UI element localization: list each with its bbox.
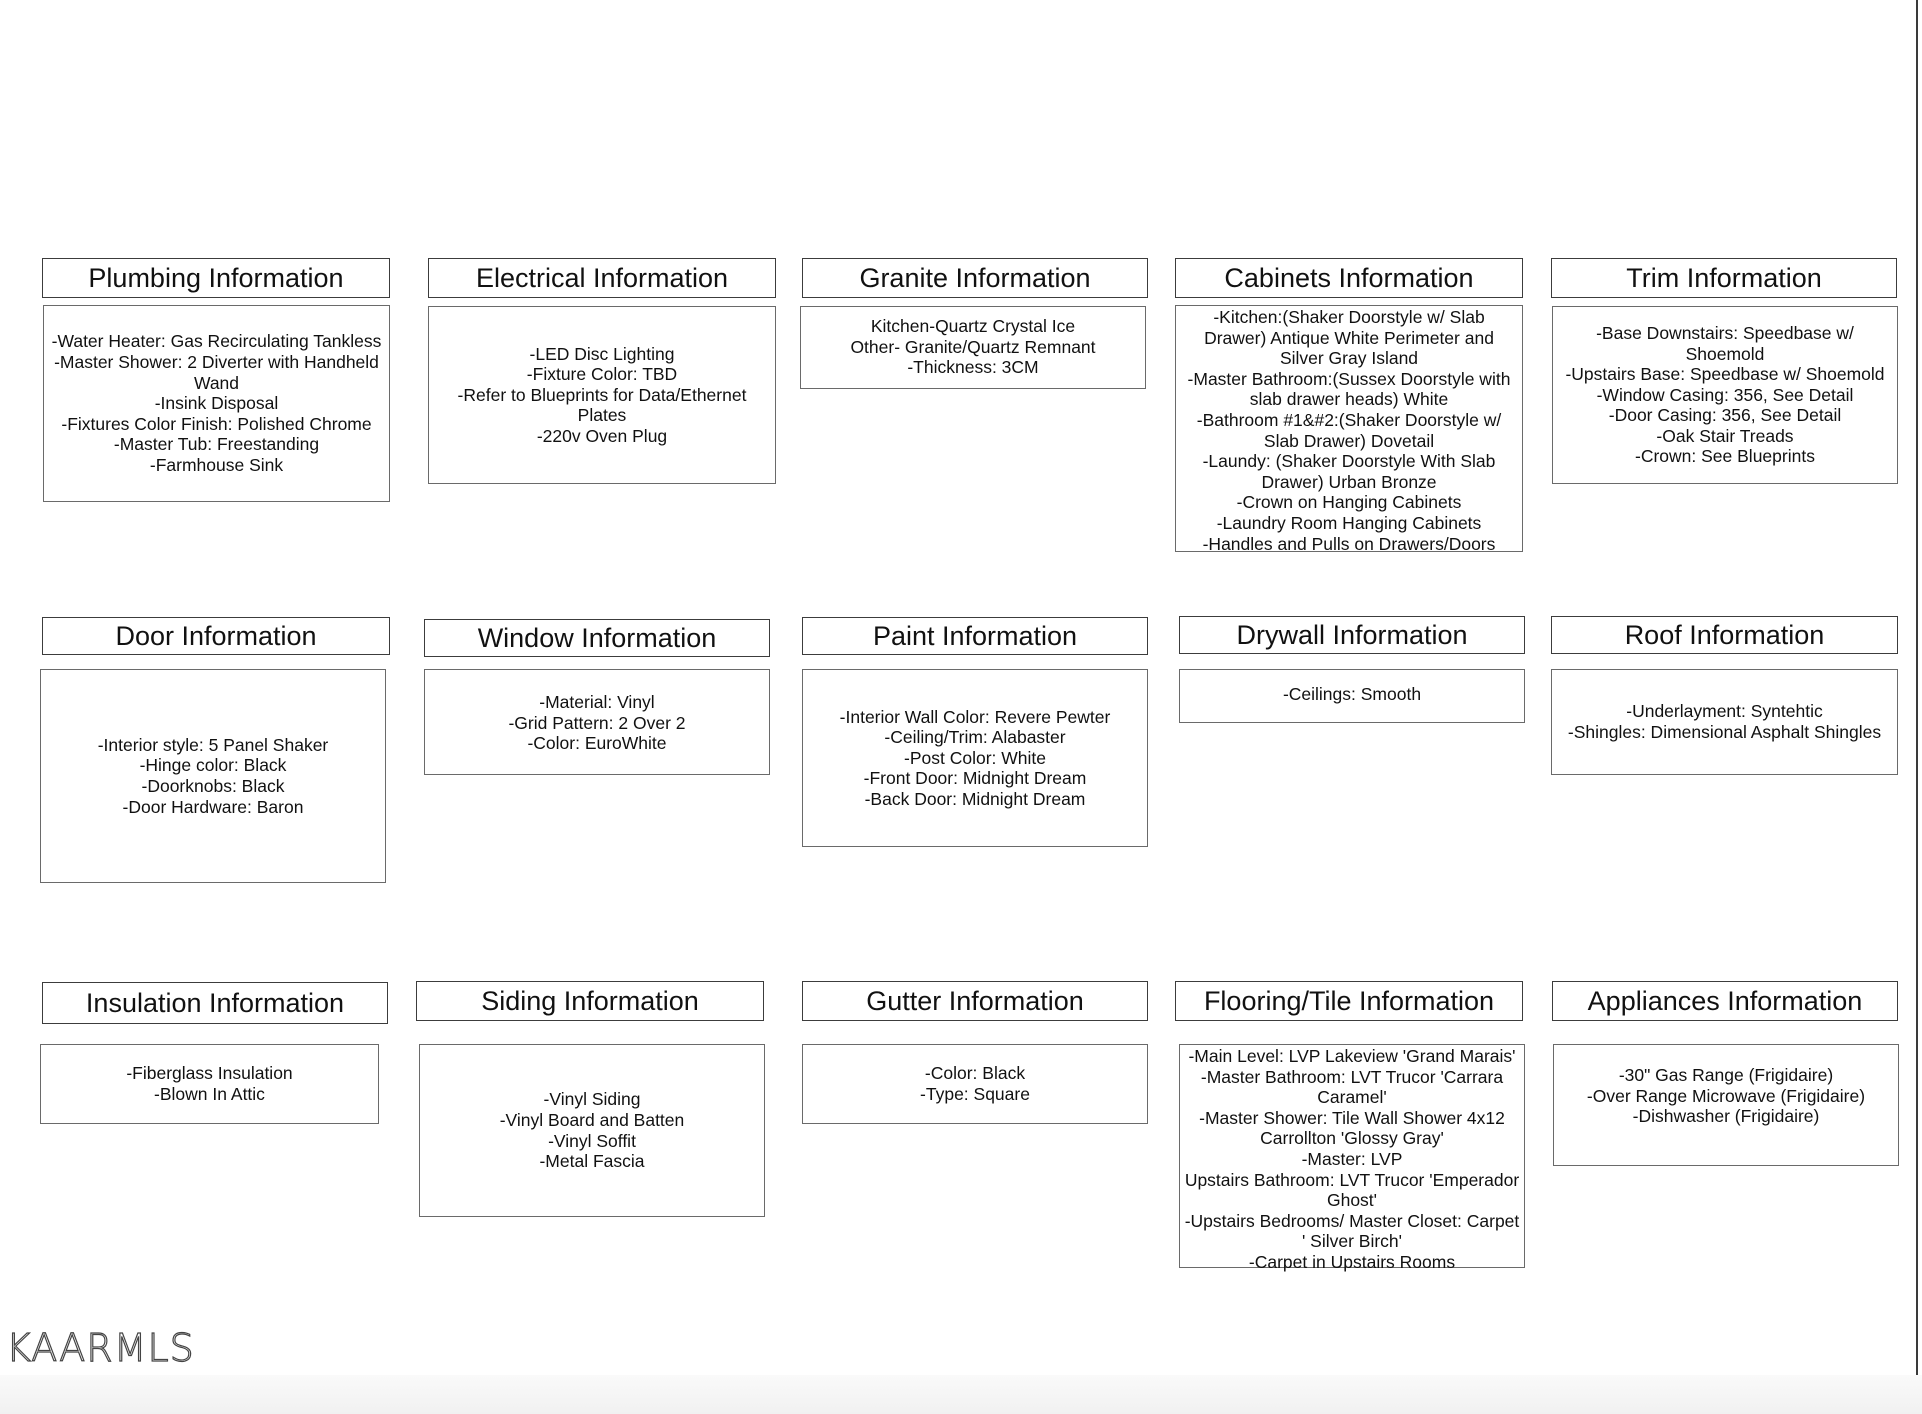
roof-detail-line: -Shingles: Dimensional Asphalt Shingles	[1567, 722, 1882, 742]
door-detail-line: -Door Hardware: Baron	[122, 796, 304, 817]
gutter-details	[802, 1044, 1148, 1124]
cabinets-title: Cabinets Information	[1175, 258, 1523, 298]
trim-detail-line: -Door Casing: 356, See Detail	[1608, 405, 1842, 426]
granite-detail-line: Other- Granite/Quartz Remnant	[850, 336, 1096, 357]
roof-title: Roof Information	[1551, 616, 1898, 654]
siding-detail-line: -Vinyl Board and Batten	[499, 1109, 685, 1130]
trim-detail-line: -Upstairs Base: Speedbase w/ Shoemold	[1565, 364, 1885, 385]
flooring-title: Flooring/Tile Information	[1175, 981, 1523, 1021]
door-detail-line: -Doorknobs: Black	[141, 776, 285, 796]
electrical-detail-line: -Refer to Blueprints for Data/Ethernet	[457, 384, 747, 405]
appliances-detail-line: -Over Range Microwave (Frigidaire)	[1586, 1085, 1866, 1106]
siding-details	[419, 1044, 765, 1217]
trim-title: Trim Information	[1551, 258, 1897, 298]
trim-detail-line: Shoemold	[1685, 343, 1765, 364]
roof-detail-line: -Underlayment: Syntehtic	[1626, 701, 1823, 722]
cabinets-detail-line: -Laundy: (Shaker Doorstyle With Slab	[1202, 451, 1496, 472]
electrical-detail-line: -Fixture Color: TBD	[526, 364, 678, 385]
plumbing-detail-line: -Farmhouse Sink	[149, 454, 284, 475]
cabinets-detail-line: -Handles and Pulls on Drawers/Doors	[1202, 533, 1496, 554]
door-title: Door Information	[42, 617, 390, 655]
electrical-detail-line: -220v Oven Plug	[536, 425, 668, 446]
paint-details	[802, 669, 1148, 847]
insulation-title: Insulation Information	[42, 982, 388, 1024]
trim-detail-line: -Base Downstairs: Speedbase w/	[1596, 322, 1854, 343]
kaarmls-logo: KAARMLS	[6, 1326, 195, 1370]
gutter-detail-line: -Type: Square	[920, 1083, 1030, 1104]
electrical-title: Electrical Information	[428, 258, 776, 298]
plumbing-details	[43, 305, 390, 502]
electrical-detail-line: -LED Disc Lighting	[529, 343, 675, 364]
granite-details	[800, 306, 1146, 389]
siding-detail-line: -Metal Fascia	[539, 1151, 645, 1172]
window-detail-line: -Color: EuroWhite	[527, 733, 667, 754]
granite-title: Granite Information	[802, 258, 1148, 298]
appliances-detail-line: -Dishwasher (Frigidaire)	[1632, 1106, 1820, 1127]
flooring-detail-line: ' Silver Birch'	[1301, 1231, 1403, 1252]
plumbing-title: Plumbing Information	[42, 258, 390, 298]
flooring-detail-line: Ghost'	[1326, 1190, 1378, 1211]
drywall-details	[1179, 669, 1525, 723]
granite-detail-line: Kitchen-Quartz Crystal Ice	[870, 316, 1076, 336]
door-detail-line: -Interior style: 5 Panel Shaker	[97, 734, 329, 755]
trim-details	[1552, 306, 1898, 484]
granite-detail-line: -Thickness: 3CM	[907, 357, 1039, 378]
cabinets-detail-line: Slab Drawer) Dovetail	[1263, 430, 1435, 451]
plumbing-detail-line: -Master Shower: 2 Diverter with Handheld	[54, 352, 379, 373]
flooring-detail-line: -Master: LVP	[1301, 1148, 1403, 1169]
paint-title: Paint Information	[802, 617, 1148, 655]
appliances-title: Appliances Information	[1552, 981, 1898, 1021]
insulation-detail-line: -Blown In Attic	[154, 1083, 265, 1104]
plumbing-detail-line: -Fixtures Color Finish: Polished Chrome	[61, 413, 372, 434]
window-detail-line: -Grid Pattern: 2 Over 2	[508, 712, 686, 733]
gutter-detail-line: -Color: Black	[924, 1063, 1026, 1083]
gutter-title: Gutter Information	[802, 981, 1148, 1021]
flooring-details	[1179, 1044, 1525, 1272]
drywall-title: Drywall Information	[1179, 616, 1525, 654]
siding-detail-line: -Vinyl Soffit	[548, 1130, 636, 1151]
trim-detail-line: -Crown: See Blueprints	[1635, 446, 1815, 467]
door-details	[40, 669, 386, 883]
plumbing-detail-line: -Master Tub: Freestanding	[113, 434, 320, 455]
window-detail-line: -Material: Vinyl	[539, 692, 655, 712]
cabinets-details	[1175, 305, 1523, 552]
cabinets-detail-line: -Master Bathroom:(Sussex Doorstyle with	[1187, 368, 1511, 389]
flooring-detail-line: -Main Level: LVP Lakeview 'Grand Marais'	[1188, 1046, 1516, 1066]
flooring-detail-line: -Master Shower: Tile Wall Shower 4x12	[1199, 1107, 1505, 1128]
paint-detail-line: -Interior Wall Color: Revere Pewter	[839, 706, 1111, 727]
plumbing-detail-line: -Water Heater: Gas Recirculating Tankless	[51, 331, 382, 352]
paint-detail-line: -Front Door: Midnight Dream	[863, 768, 1087, 789]
paint-detail-line: -Ceiling/Trim: Alabaster	[884, 727, 1066, 748]
insulation-details	[40, 1044, 379, 1124]
flooring-detail-line: Caramel'	[1317, 1087, 1387, 1108]
cabinets-detail-line: -Crown on Hanging Cabinets	[1236, 492, 1462, 513]
siding-detail-line: -Vinyl Siding	[543, 1089, 641, 1110]
cabinets-detail-line: -Bathroom #1&#2:(Shaker Doorstyle w/	[1196, 409, 1502, 430]
cabinets-detail-line: -Laundry Room Hanging Cabinets	[1216, 512, 1482, 533]
cabinets-detail-line: Drawer) Urban Bronze	[1261, 471, 1437, 492]
drywall-detail-line: -Ceilings: Smooth	[1282, 684, 1422, 704]
page-bottom-margin	[0, 1375, 1922, 1414]
cabinets-detail-line: -Kitchen:(Shaker Doorstyle w/ Slab	[1213, 307, 1485, 327]
siding-title: Siding Information	[416, 981, 764, 1021]
flooring-detail-line: -Master Bathroom: LVT Trucor 'Carrara	[1200, 1066, 1504, 1087]
window-title: Window Information	[424, 619, 770, 657]
cabinets-detail-line: Silver Gray Island	[1279, 348, 1419, 369]
trim-detail-line: -Window Casing: 356, See Detail	[1596, 384, 1854, 405]
door-detail-line: -Hinge color: Black	[139, 755, 287, 776]
electrical-detail-line: Plates	[577, 405, 627, 426]
page-edge-divider	[1916, 0, 1918, 1375]
appliances-details	[1553, 1044, 1899, 1166]
cabinets-detail-line: slab drawer heads) White	[1249, 389, 1449, 410]
roof-details	[1551, 669, 1898, 775]
electrical-details	[428, 306, 776, 484]
plumbing-detail-line: -Insink Disposal	[154, 393, 279, 414]
trim-detail-line: -Oak Stair Treads	[1656, 425, 1794, 446]
flooring-detail-line: Upstairs Bathroom: LVT Trucor 'Emperador	[1184, 1169, 1520, 1190]
paint-detail-line: -Post Color: White	[904, 747, 1046, 768]
insulation-detail-line: -Fiberglass Insulation	[126, 1063, 293, 1083]
flooring-detail-line: Carrollton 'Glossy Gray'	[1260, 1128, 1444, 1149]
paint-detail-line: -Back Door: Midnight Dream	[864, 788, 1086, 809]
appliances-detail-line: -30" Gas Range (Frigidaire)	[1618, 1065, 1834, 1085]
window-details	[424, 669, 770, 775]
flooring-detail-line: -Upstairs Bedrooms/ Master Closet: Carpet	[1184, 1210, 1520, 1231]
flooring-detail-line: -Carpet in Upstairs Rooms	[1248, 1251, 1456, 1272]
cabinets-detail-line: Drawer) Antique White Perimeter and	[1204, 327, 1494, 348]
plumbing-detail-line: Wand	[193, 372, 240, 393]
